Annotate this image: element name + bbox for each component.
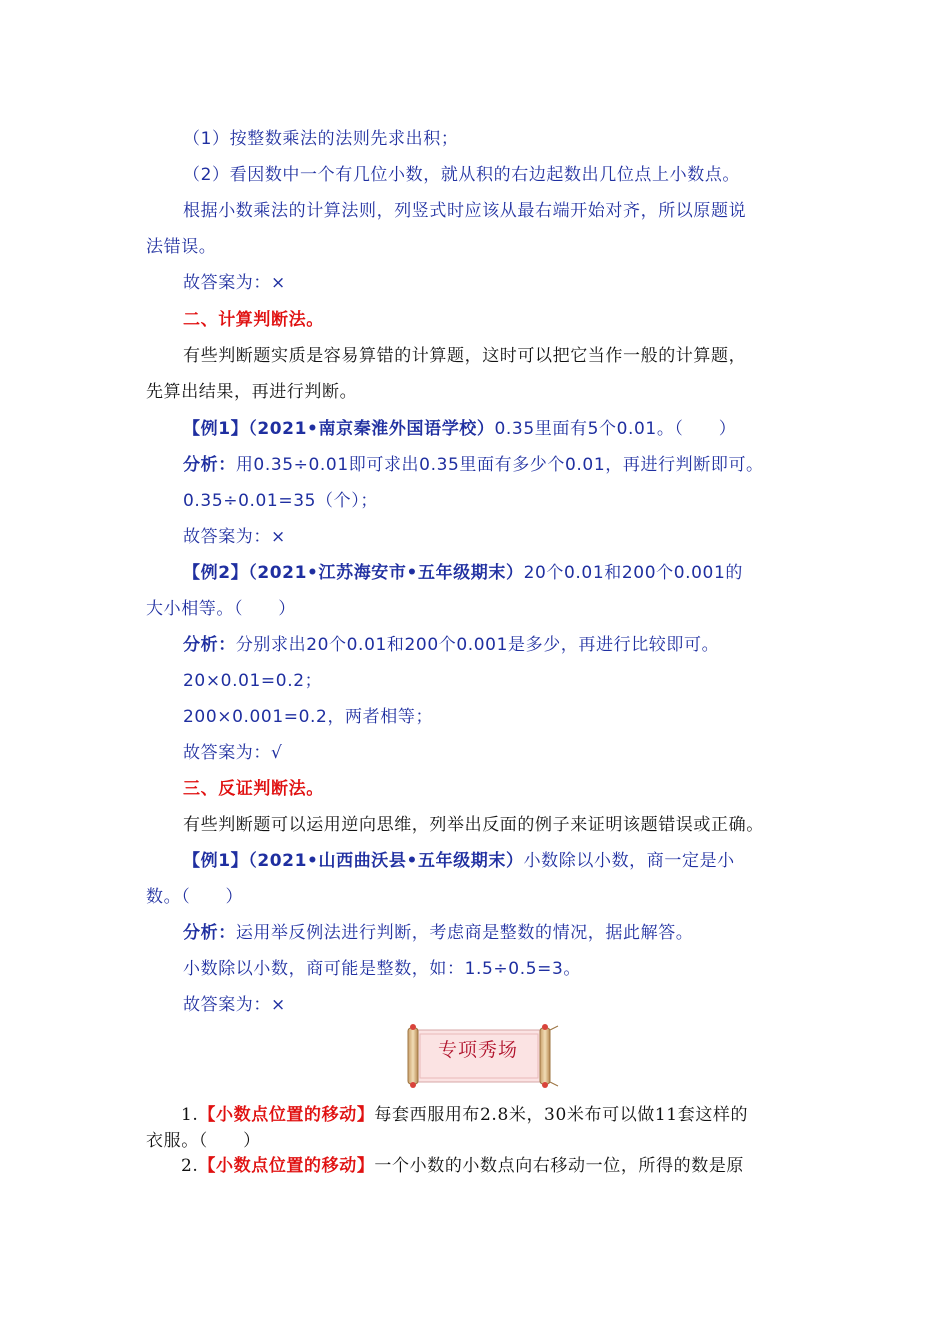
banner-title: 专项秀场 xyxy=(437,1039,518,1061)
example-3 xyxy=(183,850,843,872)
answer-line: 故答案为：× xyxy=(183,273,286,293)
exercise-1-number: 1. xyxy=(181,1105,199,1125)
example-3-question-cont: 数。（ ） xyxy=(146,887,244,907)
example-2-source: 【例2】（2021•江苏海安市•五年级期末） xyxy=(183,563,524,583)
explanation-line: 根据小数乘法的计算法则，列竖式时应该从最右端开始对齐，所以原题说 xyxy=(183,201,747,221)
section-heading-3: 三、反证判断法。 xyxy=(183,779,324,799)
calculation-line: 200×0.001=0.2，两者相等； xyxy=(183,707,434,727)
section-intro: 有些判断题可以运用逆向思维，列举出反面的例子来证明该题错误或正确。 xyxy=(183,815,764,835)
example-1-question: 0.35里面有5个0.01。（ ） xyxy=(494,419,737,439)
analysis-3-label: 分析： xyxy=(183,923,236,943)
answer-line: 故答案为：√ xyxy=(183,743,283,763)
exercise-2-topic: 【小数点位置的移动】 xyxy=(198,1156,375,1176)
exercise-1 xyxy=(181,1104,841,1126)
calculation-line: 小数除以小数，商可能是整数，如：1.5÷0.5=3。 xyxy=(183,959,581,979)
analysis-2 xyxy=(183,634,843,656)
analysis-1-text: 用0.35÷0.01即可求出0.35里面有多少个0.01，再进行判断即可。 xyxy=(235,455,764,475)
analysis-2-text: 分别求出20个0.01和200个0.001是多少，再进行比较即可。 xyxy=(235,635,720,655)
example-2-question: 20个0.01和200个0.001的 xyxy=(523,563,743,583)
example-2-question-cont: 大小相等。（ ） xyxy=(146,599,296,619)
exercise-1-text: 每套西服用布2.8米，30米布可以做11套这样的 xyxy=(374,1105,749,1125)
analysis-3 xyxy=(183,922,843,944)
analysis-3-text: 运用举反例法进行判断，考虑商是整数的情况，据此解答。 xyxy=(235,923,694,943)
rule-step-1: （1）按整数乘法的法则先求出积； xyxy=(183,129,459,149)
rule-step-2: （2）看因数中一个有几位小数，就从积的右边起数出几位点上小数点。 xyxy=(183,165,741,185)
answer-line: 故答案为：× xyxy=(183,995,286,1015)
example-1-source: 【例1】（2021•南京秦淮外国语学校） xyxy=(183,419,495,439)
explanation-line-cont: 法错误。 xyxy=(146,237,217,257)
calculation-line: 20×0.01=0.2； xyxy=(183,671,323,691)
section-intro: 有些判断题实质是容易算错的计算题，这时可以把它当作一般的计算题， xyxy=(183,346,747,366)
exercise-1-topic: 【小数点位置的移动】 xyxy=(198,1105,375,1125)
exercise-2-number: 2. xyxy=(181,1156,199,1176)
example-2 xyxy=(183,562,843,584)
answer-line: 故答案为：× xyxy=(183,527,286,547)
section-heading-2: 二、计算判断法。 xyxy=(183,310,324,330)
section-intro-cont: 先算出结果，再进行判断。 xyxy=(146,382,358,402)
calculation-line: 0.35÷0.01=35（个）； xyxy=(183,491,378,511)
example-3-question: 小数除以小数，商一定是小 xyxy=(523,851,735,871)
section-banner xyxy=(396,1024,560,1088)
analysis-2-label: 分析： xyxy=(183,635,236,655)
analysis-1 xyxy=(183,454,843,476)
exercise-2 xyxy=(181,1155,841,1177)
exercise-1-cont: 衣服。（ ） xyxy=(146,1131,261,1151)
exercise-2-text: 一个小数的小数点向右移动一位，所得的数是原 xyxy=(374,1156,745,1176)
example-1 xyxy=(183,418,843,440)
analysis-1-label: 分析： xyxy=(183,455,236,475)
example-3-source: 【例1】（2021•山西曲沃县•五年级期末） xyxy=(183,851,524,871)
